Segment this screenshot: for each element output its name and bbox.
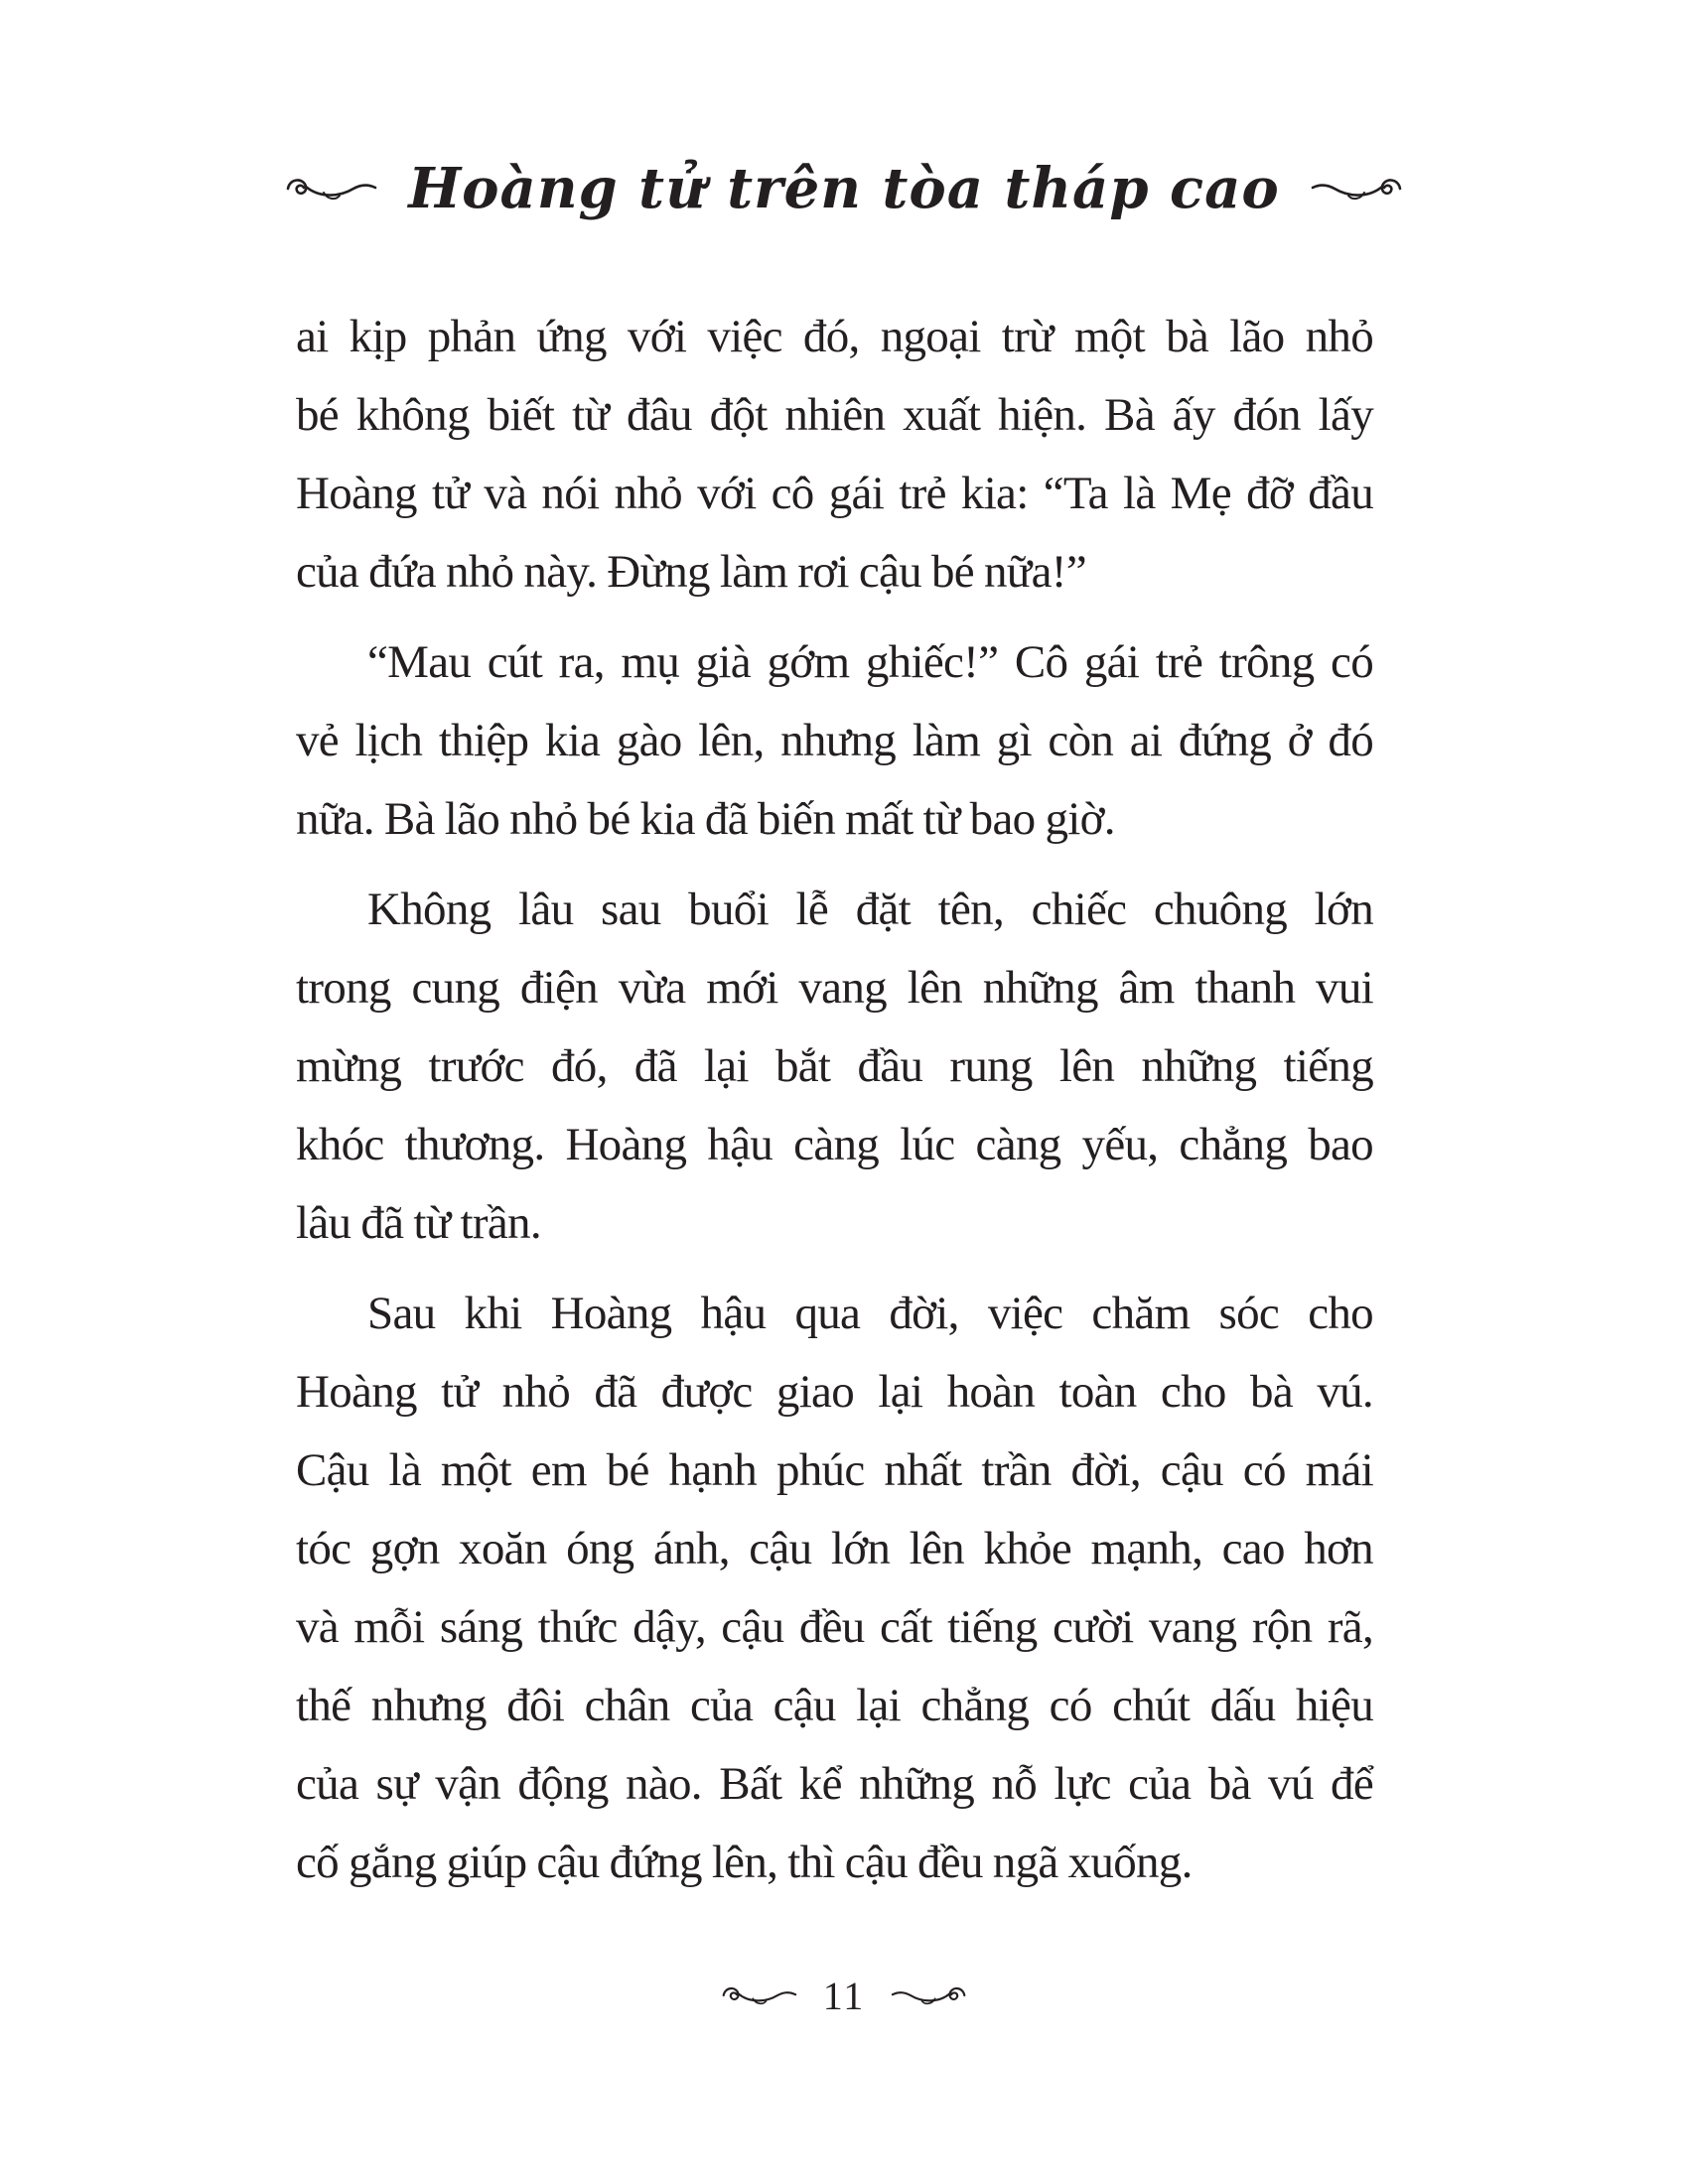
text-line: “Mau cút ra, mụ già gớm ghiếc!” Cô gái trẻ trông có [367, 636, 1373, 688]
text-line: trong cung điện vừa mới vang lên những âm thanh vui [296, 962, 1373, 1014]
text-line: Hoàng tử nhỏ đã được giao lại hoàn toàn cho bà vú. [296, 1366, 1373, 1418]
text-line: của đứa nhỏ này. Đừng làm rơi cậu bé nữa!” [296, 546, 1086, 598]
running-title: Hoàng tử trên tòa tháp cao [408, 156, 1280, 221]
text-line: ai kịp phản ứng với việc đó, ngoại trừ một bà lão nhỏ [296, 311, 1373, 362]
text-line: khóc thương. Hoàng hậu càng lúc càng yếu, chẳng bao [296, 1119, 1373, 1170]
page-number: 11 [822, 1973, 866, 2018]
text-line: lâu đã từ trần. [296, 1197, 541, 1249]
text-line: vẻ lịch thiệp kia gào lên, nhưng làm gì còn ai đứng ở đó [296, 715, 1373, 766]
text-line: cố gắng giúp cậu đứng lên, thì cậu đều ngã xuống. [296, 1837, 1193, 1888]
right-swirl-ornament-icon [1310, 172, 1404, 205]
text-line: Cậu là một em bé hạnh phúc nhất trần đời, cậu có mái [296, 1444, 1373, 1496]
paragraph-3 [296, 871, 1373, 1263]
text-line: tóc gợn xoăn óng ánh, cậu lớn lên khỏe mạnh, cao hơn [296, 1523, 1373, 1574]
page-footer [0, 1966, 1688, 2025]
text-line: Không lâu sau buổi lễ đặt tên, chiếc chuông lớn [367, 884, 1373, 935]
running-header [0, 139, 1688, 238]
paragraph-4 [296, 1275, 1373, 1902]
text-line: thế nhưng đôi chân của cậu lại chẳng có chút dấu hiệu [296, 1680, 1373, 1731]
paragraph-1 [296, 298, 1373, 612]
left-swirl-ornament-icon [717, 1981, 801, 2009]
text-line: và mỗi sáng thức dậy, cậu đều cất tiếng cười vang rộn rã, [296, 1601, 1373, 1653]
body-text [296, 298, 1373, 1914]
left-swirl-ornament-icon [284, 172, 378, 205]
text-line: Sau khi Hoàng hậu qua đời, việc chăm sóc cho [367, 1288, 1373, 1339]
text-line: bé không biết từ đâu đột nhiên xuất hiện. Bà ấy đón lấy [296, 389, 1373, 441]
text-line: của sự vận động nào. Bất kể những nỗ lực của bà vú để [296, 1758, 1373, 1810]
right-swirl-ornament-icon [887, 1981, 971, 2009]
text-line: mừng trước đó, đã lại bắt đầu rung lên những tiếng [296, 1040, 1373, 1092]
paragraph-2 [296, 623, 1373, 859]
text-line: nữa. Bà lão nhỏ bé kia đã biến mất từ bao giờ. [296, 793, 1115, 845]
text-line: Hoàng tử và nói nhỏ với cô gái trẻ kia: “Ta là Mẹ đỡ đầu [296, 468, 1373, 519]
